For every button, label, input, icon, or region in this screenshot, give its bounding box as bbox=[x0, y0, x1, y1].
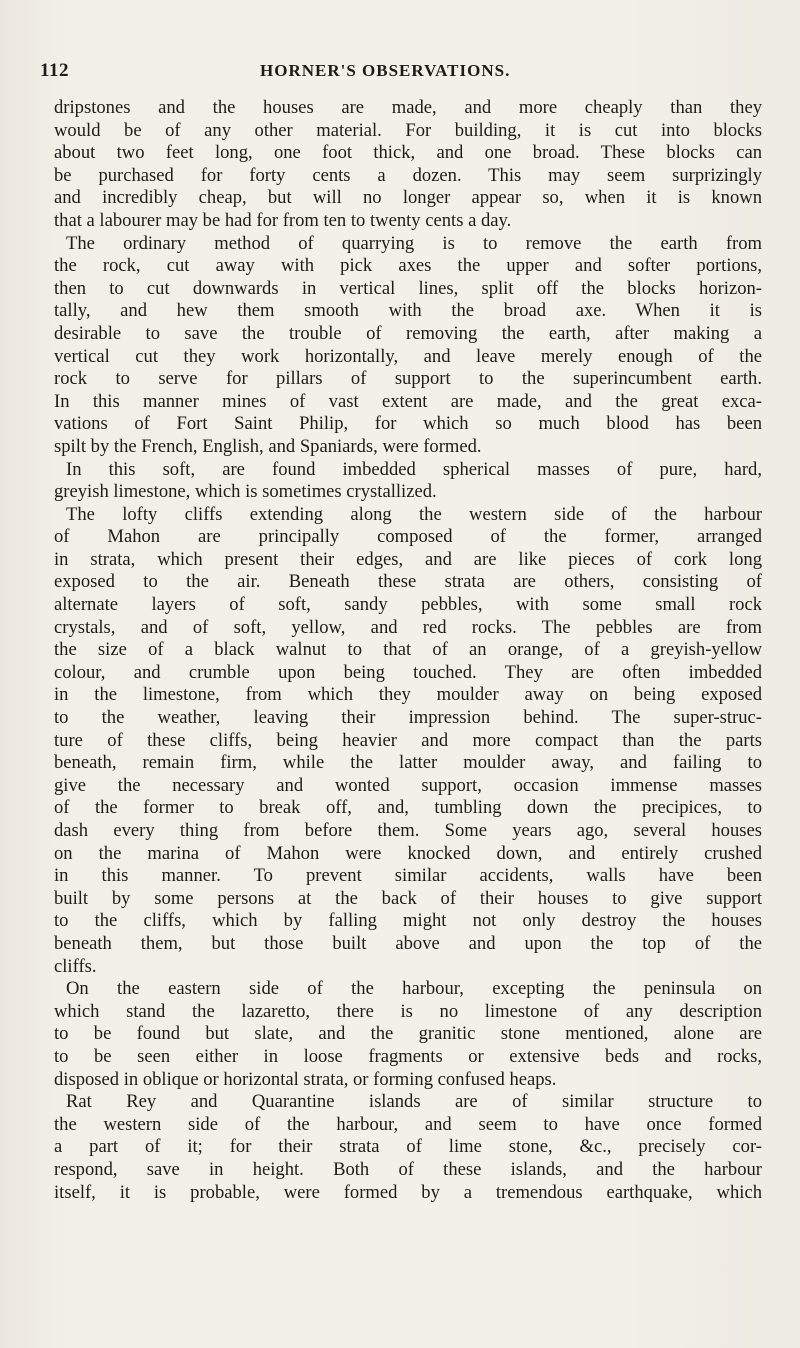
text-line: that a labourer may be had for from ten to twenty cents a day. bbox=[54, 209, 512, 231]
text-line: alternate layers of soft, sandy pebbles, with some small rock bbox=[54, 594, 762, 616]
text-line: give the necessary and wonted support, occasion immense masses bbox=[54, 774, 762, 796]
text-line: beneath, remain firm, while the latter moulder away, and failing to bbox=[54, 752, 762, 774]
text-line: greyish limestone, which is sometimes crystallized. bbox=[54, 481, 437, 503]
text-line: and incredibly cheap, but will no longer appear so, when it is known bbox=[54, 187, 762, 209]
text-line: about two feet long, one foot thick, and one broad. These blocks can bbox=[54, 142, 762, 164]
text-line: The ordinary method of quarrying is to remove the earth from bbox=[66, 232, 762, 254]
page-number: 112 bbox=[40, 60, 69, 81]
running-head bbox=[40, 60, 760, 86]
text-line: which stand the lazaretto, there is no limestone of any description bbox=[54, 1000, 762, 1022]
text-line: on the marina of Mahon were knocked down, and entirely crushed bbox=[54, 842, 762, 864]
body-text bbox=[54, 97, 762, 1204]
text-line: The lofty cliffs extending along the western side of the harbour bbox=[66, 503, 762, 525]
text-line: In this manner mines of vast extent are made, and the great exca- bbox=[54, 390, 762, 412]
text-line: in strata, which present their edges, and are like pieces of cork long bbox=[54, 548, 762, 570]
text-line: dash every thing from before them. Some years ago, several houses bbox=[54, 820, 762, 841]
text-line: of Mahon are principally composed of the former, arranged bbox=[54, 526, 762, 548]
text-line: to the cliffs, which by falling might not only destroy the houses bbox=[54, 910, 762, 932]
text-line: dripstones and the houses are made, and more cheaply than they bbox=[54, 97, 762, 118]
text-line: cliffs. bbox=[54, 955, 97, 977]
text-line: a part of it; for their strata of lime stone, &c., precisely cor- bbox=[54, 1136, 762, 1158]
text-line: desirable to save the trouble of removing the earth, after making a bbox=[54, 322, 762, 344]
running-title: HORNER'S OBSERVATIONS. bbox=[260, 61, 511, 80]
text-line: colour, and crumble upon being touched. They are often imbedded bbox=[54, 661, 762, 683]
text-line: in the limestone, from which they moulder away on being exposed bbox=[54, 684, 762, 706]
text-line: crystals, and of soft, yellow, and red rocks. The pebbles are from bbox=[54, 616, 762, 638]
text-line: be purchased for forty cents a dozen. This may seem surprizingly bbox=[54, 164, 762, 186]
text-line: In this soft, are found imbedded spherical masses of pure, hard, bbox=[66, 458, 762, 480]
text-line: then to cut downwards in vertical lines, split off the blocks horizon- bbox=[54, 277, 762, 299]
text-line: to be found but slate, and the granitic stone mentioned, alone are bbox=[54, 1023, 762, 1045]
text-line: vertical cut they work horizontally, and leave merely enough of the bbox=[54, 345, 762, 367]
text-line: the western side of the harbour, and seem to have once formed bbox=[54, 1113, 762, 1135]
text-line: disposed in oblique or horizontal strata, or forming confused heaps. bbox=[54, 1068, 557, 1090]
text-line: spilt by the French, English, and Spaniards, were formed. bbox=[54, 435, 482, 457]
text-line: beneath them, but those built above and upon the top of the bbox=[54, 932, 762, 954]
text-line: rock to serve for pillars of support to the superincumbent earth. bbox=[54, 368, 762, 390]
text-line: Rat Rey and Quarantine islands are of similar structure to bbox=[66, 1091, 762, 1113]
text-line: tally, and hew them smooth with the broad axe. When it is bbox=[54, 300, 762, 322]
text-line: built by some persons at the back of their houses to give support bbox=[54, 887, 762, 909]
text-line: to the weather, leaving their impression behind. The super-struc- bbox=[54, 707, 762, 729]
text-line: itself, it is probable, were formed by a tremendous earthquake, which bbox=[54, 1181, 762, 1203]
text-line: of the former to break off, and, tumbling down the precipices, to bbox=[54, 797, 762, 819]
text-line: the rock, cut away with pick axes the upper and softer portions, bbox=[54, 255, 762, 277]
text-line: in this manner. To prevent similar accidents, walls have been bbox=[54, 865, 762, 887]
text-line: On the eastern side of the harbour, excepting the peninsula on bbox=[66, 978, 762, 1000]
text-line: to be seen either in loose fragments or extensive beds and rocks, bbox=[54, 1045, 762, 1067]
text-line: respond, save in height. Both of these islands, and the harbour bbox=[54, 1158, 762, 1180]
text-line: the size of a black walnut to that of an orange, of a greyish-yellow bbox=[54, 639, 762, 661]
text-line: ture of these cliffs, being heavier and more compact than the parts bbox=[54, 729, 762, 751]
text-line: exposed to the air. Beneath these strata are others, consisting of bbox=[54, 571, 762, 593]
text-line: would be of any other material. For building, it is cut into blocks bbox=[54, 119, 762, 141]
text-line: vations of Fort Saint Philip, for which so much blood has been bbox=[54, 413, 762, 435]
